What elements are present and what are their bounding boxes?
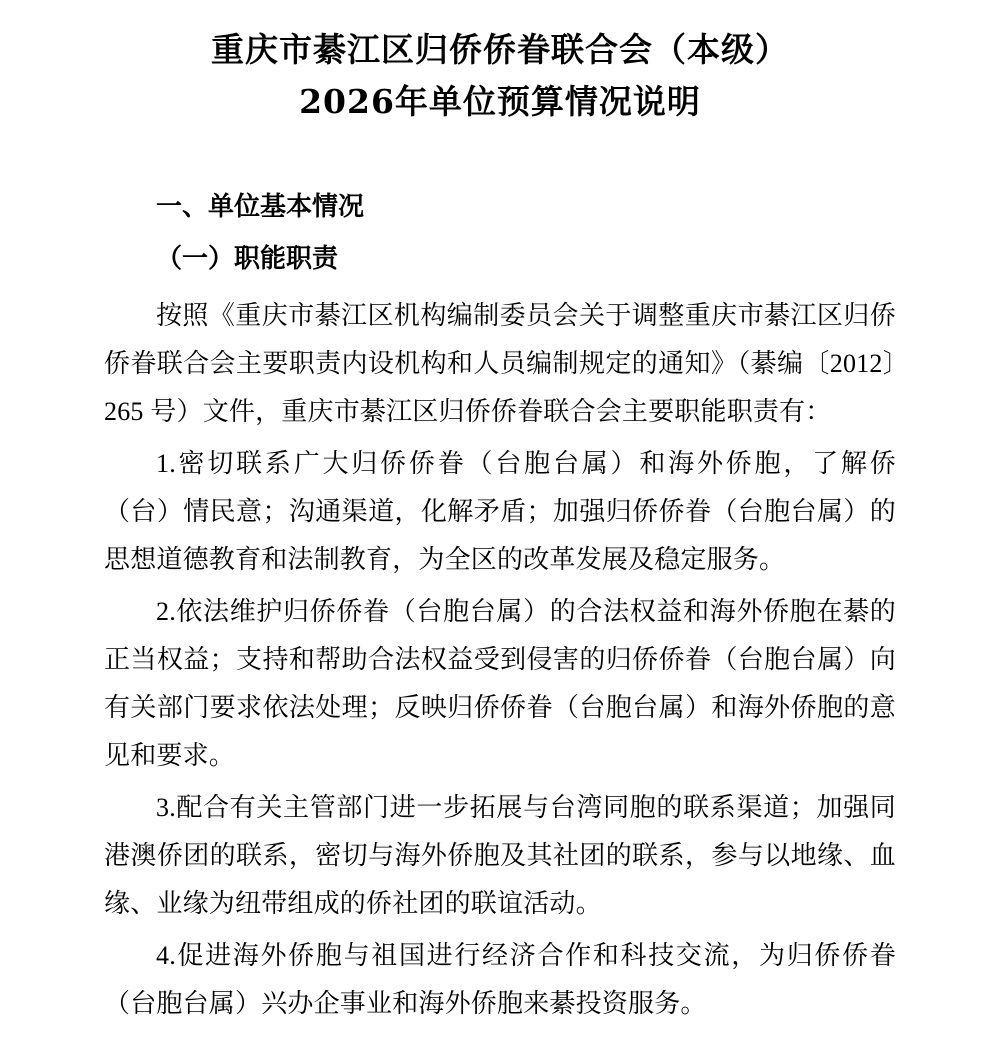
paragraph-duty-3: 3.配合有关主管部门进一步拓展与台湾同胞的联系渠道；加强同港澳侨团的联系，密切与海外侨胞及其社团的联系，参与以地缘、血缘、业缘为纽带组成的侨社团的联谊活动。 [104, 793, 896, 918]
document-title-line-1: 重庆市綦江区归侨侨眷联合会（本级） [211, 30, 789, 69]
paragraph-duty-2: 2.依法维护归侨侨眷（台胞台属）的合法权益和海外侨胞在綦的正当权益；支持和帮助合法权益受到侵害的归侨侨眷（台胞台属）向有关部门要求依法处理；反映归侨侨眷（台胞台属）和海外侨胞的意见和要求。 [104, 597, 896, 770]
paragraph-duty-1: 1.密切联系广大归侨侨眷（台胞台属）和海外侨胞，了解侨（台）情民意；沟通渠道，化解矛盾；加强归侨侨眷（台胞台属）的思想道德教育和法制教育，为全区的改革发展及稳定服务。 [104, 449, 896, 574]
title-spacer [104, 128, 896, 184]
paragraph-duty-4: 4.促进海外侨胞与祖国进行经济合作和科技交流，为归侨侨眷（台胞台属）兴办企事业和海外侨胞来綦投资服务。 [104, 941, 896, 1018]
subsection-heading-duties: （一）职能职责 [156, 244, 339, 274]
document-title [104, 14, 896, 128]
paragraph-intro: 按照《重庆市綦江区机构编制委员会关于调整重庆市綦江区归侨侨眷联合会主要职责内设机构和人员编制规定的通知》（綦编〔2012〕265 号）文件，重庆市綦江区归侨侨眷联合会主要职能职责有： [104, 301, 896, 426]
section-heading-basic-info: 一、单位基本情况 [156, 192, 365, 222]
document-title-line-2: 2026年单位预算情况说明 [299, 82, 701, 121]
